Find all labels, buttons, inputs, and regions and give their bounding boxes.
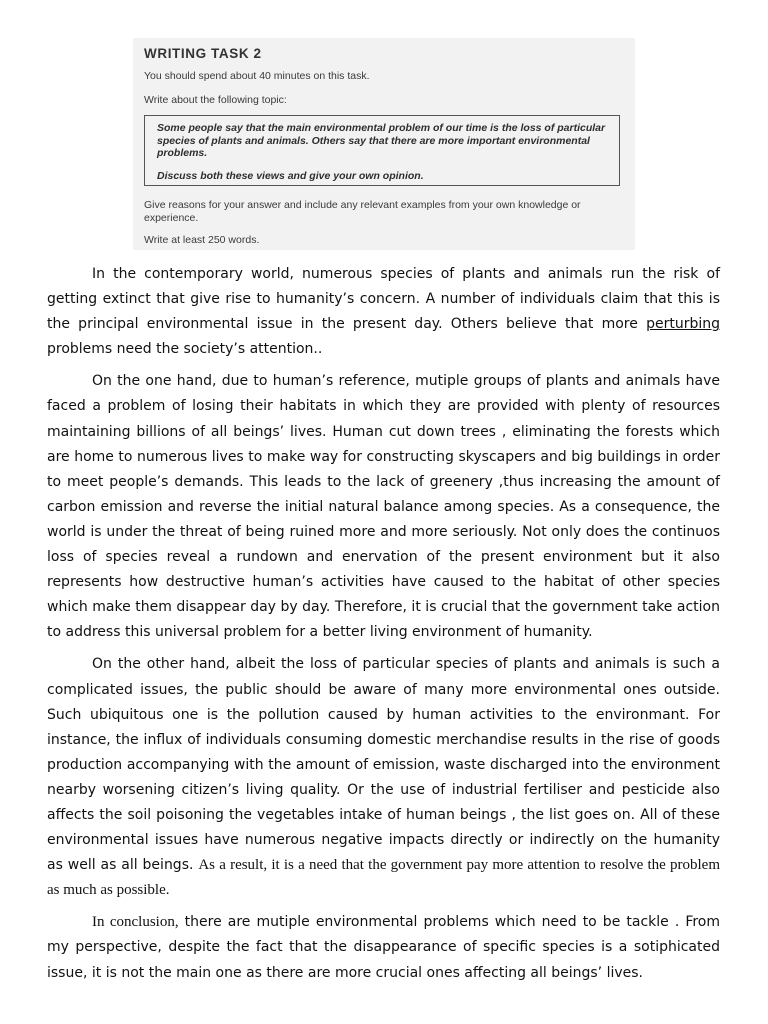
intro-text-end: problems need the society’s attention.. — [47, 341, 323, 358]
task-reasons: Give reasons for your answer and include any relevant examples from your own knowledge or experience. — [144, 199, 581, 224]
task-prompt-instruction: Discuss both these views and give your own opinion. — [157, 169, 424, 182]
underlined-word: perturbing — [646, 316, 720, 333]
essay-paragraph-intro — [47, 262, 720, 362]
word-count-instruction: Write at least 250 words. — [144, 234, 260, 246]
topic-intro: Write about the following topic: — [144, 94, 287, 106]
time-instruction: You should spend about 40 minutes on this task. — [144, 70, 370, 82]
essay-paragraph-body-1: On the one hand, due to human’s reference, mutiple groups of plants and animals have faced a problem of losing their habitats in which they are provided with plenty of resources maintaining billions of all beings’ lives. Human cut down trees , eliminating the forests which are home to numerous lives to make way for constructing skyscapers and big buildings in order to meet people’s demands. This leads to the lack of greenery ,thus increasing the amount of carbon emission and reverse the initial natural balance among species. As a consequence, the world is under the threat of being ruined more and more seriously. Not only does the continuos loss of species reveal a rundown and enervation of the present environment but it also represents how destructive human’s activities have caused to the habitat of other species which make them disappear day by day. Therefore, it is crucial that the government take action to address this universal problem for a better living environment of humanity. — [47, 373, 720, 641]
essay-body — [47, 262, 720, 993]
essay-paragraph-body-2 — [47, 652, 720, 903]
conclusion-text: there are mutiple environmental problems which need to be tackle . From my perspective, despite the fact that the disappearance of specific species is a sotiphicated issue, it is not the main one as there are more crucial ones affecting all beings’ lives. — [47, 914, 721, 981]
task-heading: WRITING TASK 2 — [144, 46, 262, 61]
task-prompt-text: Some people say that the main environmental problem of our time is the loss of particular species of plants and animals. Others say that there are more important environmental problems. — [157, 122, 606, 159]
body-2-serif-text: As a result, it is a need that the government pay more attention to resolve the problem as much as possible. — [47, 857, 720, 899]
body-2-text: On the other hand, albeit the loss of particular species of plants and animals is such a complicated issues, the public should be aware of many more environmental ones outside. Such ubiquitous one is the pollution caused by human activities to the environmant. For instance, the influx of individuals consuming domestic merchandise results in the rise of goods production accompanying with the amount of emission, waste discharged into the environment nearby worsening citizen’s living quality. Or the use of industrial fertiliser and pesticide also affects the soil poisoning the vegetables intake of human beings , the list goes on. All of these environmental issues have numerous negative impacts directly or indirectly on the humanity as well as all beings. — [47, 656, 720, 874]
task-prompt-box — [144, 115, 620, 186]
essay-paragraph-conclusion — [47, 910, 720, 985]
conclusion-lead: In conclusion, — [92, 914, 179, 931]
writing-task-image — [133, 38, 635, 250]
intro-text-start: In the contemporary world, numerous species of plants and animals run the risk of getting extinct that give rise to humanity’s concern. A number of individuals claim that this is the principal environmental issue in the present day. Others believe that more — [47, 266, 720, 333]
